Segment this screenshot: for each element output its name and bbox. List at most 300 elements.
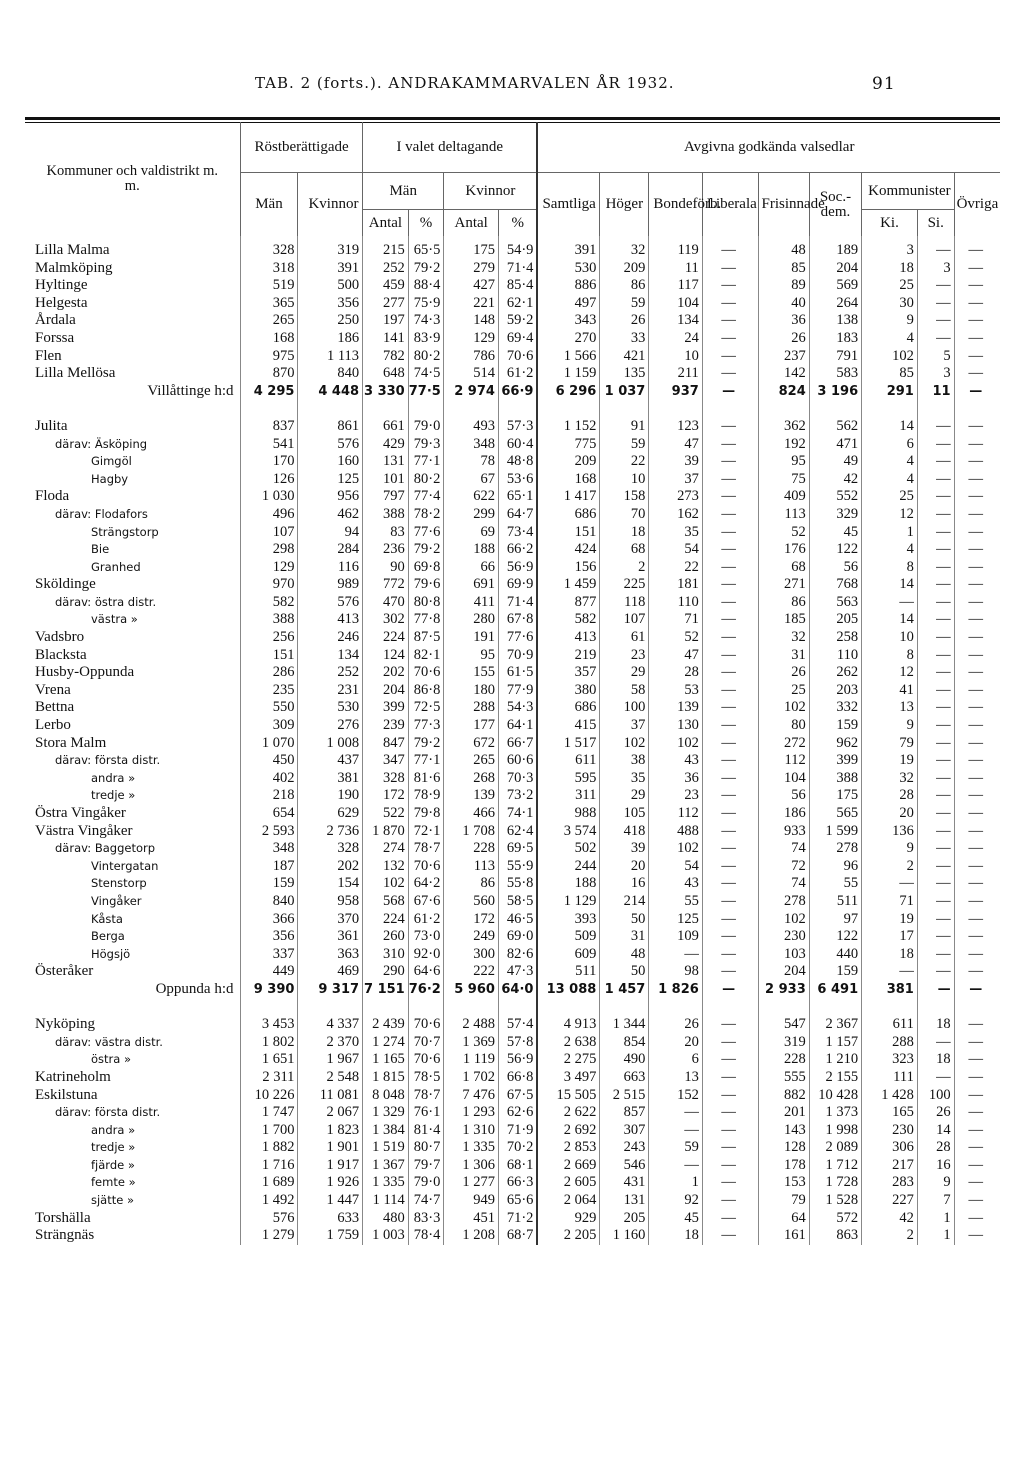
cell: 204 (809, 260, 861, 278)
cell: 186 (758, 805, 809, 823)
cell: 18 (862, 260, 918, 278)
cell: 48·8 (498, 453, 537, 471)
spacer-cell (954, 999, 1000, 1017)
cell: 209 (537, 453, 599, 471)
cell: 2 (600, 559, 649, 577)
cell: 159 (809, 717, 861, 735)
cell: 187 (240, 858, 298, 876)
cell: — (702, 312, 758, 330)
cell: 129 (240, 559, 298, 577)
cell: 6 296 (537, 383, 599, 401)
table-row (25, 647, 1000, 665)
cell: 186 (298, 330, 363, 348)
cell: — (917, 1069, 954, 1087)
cell: 116 (298, 559, 363, 577)
row-label: därav: Äsköping (55, 436, 148, 451)
cell: — (702, 524, 758, 542)
cell: 77·5 (408, 383, 444, 401)
table-row (25, 840, 1000, 858)
cell: 1 (917, 1210, 954, 1228)
cell: — (917, 576, 954, 594)
cell: 59·2 (498, 312, 537, 330)
cell: 74·5 (408, 365, 444, 383)
cell: 25 (862, 277, 918, 295)
row-label: Gimgöl (91, 454, 132, 469)
row-label: Bettna (35, 699, 75, 716)
cell: 691 (444, 576, 499, 594)
cell: — (702, 1087, 758, 1105)
cell: 1 (862, 524, 918, 542)
cell: 77·3 (408, 717, 444, 735)
cell: 388 (363, 506, 409, 524)
cell: — (917, 981, 954, 999)
cell: 3 453 (240, 1016, 298, 1034)
cell: — (702, 1051, 758, 1069)
cell: 1 165 (363, 1051, 409, 1069)
cell: 79·0 (408, 418, 444, 436)
cell: 511 (809, 893, 861, 911)
cell: 141 (363, 330, 409, 348)
cell: 250 (298, 312, 363, 330)
cell: 1 367 (363, 1157, 409, 1175)
cell: 197 (363, 312, 409, 330)
cell: — (702, 576, 758, 594)
cell: 496 (240, 506, 298, 524)
cell: 219 (537, 647, 599, 665)
cell: 78·7 (408, 1087, 444, 1105)
cell: 4 295 (240, 383, 298, 401)
cell: 35 (649, 524, 702, 542)
cell: — (702, 365, 758, 383)
cell: 70·7 (408, 1034, 444, 1052)
cell: 2 548 (298, 1069, 363, 1087)
cell: 280 (444, 611, 499, 629)
cell: 72 (758, 858, 809, 876)
cell: 9 (917, 1174, 954, 1192)
cell: 131 (600, 1192, 649, 1210)
cell: — (917, 840, 954, 858)
cell: 79·6 (408, 576, 444, 594)
cell: 2 488 (444, 1016, 499, 1034)
cell: — (917, 893, 954, 911)
cell: — (702, 1192, 758, 1210)
cell: — (954, 383, 1000, 401)
cell: 1 030 (240, 488, 298, 506)
cell: 26 (758, 330, 809, 348)
cell: 2 (862, 858, 918, 876)
cell: 14 (862, 418, 918, 436)
cell: 18 (600, 524, 649, 542)
cell: — (702, 911, 758, 929)
cell: 847 (363, 735, 409, 753)
cell: 159 (240, 875, 298, 893)
cell: 1 728 (809, 1174, 861, 1192)
cell: 148 (444, 312, 499, 330)
cell: 62·6 (498, 1104, 537, 1122)
cell: 54 (649, 858, 702, 876)
cell: 323 (862, 1051, 918, 1069)
cell: 74·7 (408, 1192, 444, 1210)
cell: 10 428 (809, 1087, 861, 1105)
cell: 2 439 (363, 1016, 409, 1034)
spacer-cell (498, 999, 537, 1017)
row-label: Katrineholm (35, 1068, 111, 1085)
table-row (25, 893, 1000, 911)
cell: 65·5 (408, 236, 444, 260)
cell: 1 070 (240, 735, 298, 753)
cell: 572 (809, 1210, 861, 1228)
table-row (25, 1087, 1000, 1105)
cell: 77·1 (408, 752, 444, 770)
cell: — (954, 963, 1000, 981)
cell: 1 967 (298, 1051, 363, 1069)
cell: 791 (809, 348, 861, 366)
cell: 1 901 (298, 1139, 363, 1157)
cell: 328 (363, 770, 409, 788)
cell: 68·1 (498, 1157, 537, 1175)
cell: 230 (758, 928, 809, 946)
cell: 29 (600, 664, 649, 682)
cell: 12 (862, 506, 918, 524)
cell: 23 (600, 647, 649, 665)
cell: — (702, 559, 758, 577)
cell: — (917, 787, 954, 805)
cell: 302 (363, 611, 409, 629)
cell: 2 605 (537, 1174, 599, 1192)
cell: 95 (758, 453, 809, 471)
cell: 929 (537, 1210, 599, 1228)
cell: — (917, 735, 954, 753)
cell: 32 (862, 770, 918, 788)
cell: 98 (649, 963, 702, 981)
cell: 343 (537, 312, 599, 330)
total-row (25, 981, 1000, 999)
spacer-cell (537, 400, 599, 418)
row-label: Lilla Malma (35, 242, 110, 258)
cell: 633 (298, 1210, 363, 1228)
cell: 274 (363, 840, 409, 858)
cell: — (954, 541, 1000, 559)
cell: — (954, 312, 1000, 330)
cell: 176 (758, 541, 809, 559)
cell: 72·1 (408, 823, 444, 841)
cell: — (954, 893, 1000, 911)
cell: 686 (537, 699, 599, 717)
cell: 4 (862, 541, 918, 559)
cell: 159 (809, 963, 861, 981)
cell: — (862, 594, 918, 612)
cell: 71 (649, 611, 702, 629)
cell: — (702, 1016, 758, 1034)
row-label: Strängstorp (91, 524, 159, 539)
cell: 119 (649, 236, 702, 260)
cell: — (702, 963, 758, 981)
cell: 582 (537, 611, 599, 629)
cell: 103 (758, 946, 809, 964)
cell: — (702, 488, 758, 506)
cell: 168 (537, 471, 599, 489)
row-label: därav: första distr. (55, 753, 161, 768)
cell: 1 152 (537, 418, 599, 436)
table-row (25, 312, 1000, 330)
cell: 68 (758, 559, 809, 577)
cell: 22 (649, 559, 702, 577)
cell: 391 (537, 236, 599, 260)
cell: — (702, 418, 758, 436)
cell: — (954, 1122, 1000, 1140)
cell: 130 (649, 717, 702, 735)
row-label: Villåttinge h:d (147, 382, 234, 399)
row-label: Hyltinge (35, 277, 88, 294)
cell: 1 492 (240, 1192, 298, 1210)
cell: 81·6 (408, 770, 444, 788)
cell: 975 (240, 348, 298, 366)
cell: 85·4 (498, 277, 537, 295)
table-row (25, 277, 1000, 295)
cell: — (954, 260, 1000, 278)
cell: 427 (444, 277, 499, 295)
cell: 74 (758, 840, 809, 858)
cell: 183 (809, 330, 861, 348)
cell: 58 (600, 682, 649, 700)
cell: 877 (537, 594, 599, 612)
cell: 170 (240, 453, 298, 471)
cell: 388 (240, 611, 298, 629)
spacer-row (25, 400, 1000, 418)
cell: 110 (649, 594, 702, 612)
cell: 113 (758, 506, 809, 524)
cell: 348 (240, 840, 298, 858)
cell: — (917, 488, 954, 506)
cell: 100 (917, 1087, 954, 1105)
cell: 20 (649, 1034, 702, 1052)
table-row (25, 770, 1000, 788)
cell: 29 (600, 787, 649, 805)
cell: 279 (444, 260, 499, 278)
cell: — (917, 236, 954, 260)
spacer-cell (298, 400, 363, 418)
cell: 69·4 (498, 330, 537, 348)
cell: 54·3 (498, 699, 537, 717)
cell: 104 (649, 295, 702, 313)
row-label: andra » (91, 1122, 136, 1137)
cell: 8 (862, 647, 918, 665)
table-row (25, 594, 1000, 612)
cell: 79·7 (408, 1157, 444, 1175)
cell: 563 (809, 594, 861, 612)
cell: 797 (363, 488, 409, 506)
cell: 1 159 (537, 365, 599, 383)
cell: 66·8 (498, 1069, 537, 1087)
cell: 45 (809, 524, 861, 542)
cell: 1 870 (363, 823, 409, 841)
cell: — (954, 647, 1000, 665)
cell: 83 (363, 524, 409, 542)
cell: 9 317 (298, 981, 363, 999)
cell: 2 367 (809, 1016, 861, 1034)
cell: 142 (758, 365, 809, 383)
table-row (25, 1192, 1000, 1210)
cell: 10 (862, 629, 918, 647)
cell: 86 (600, 277, 649, 295)
cell: 143 (758, 1122, 809, 1140)
cell: — (954, 295, 1000, 313)
row-label: Vingåker (91, 893, 142, 908)
spacer-cell (298, 999, 363, 1017)
cell: 64 (758, 1210, 809, 1228)
cell: 611 (862, 1016, 918, 1034)
cell: 290 (363, 963, 409, 981)
cell: 824 (758, 383, 809, 401)
cell: — (917, 506, 954, 524)
cell: 50 (600, 963, 649, 981)
cell: 175 (444, 236, 499, 260)
cell: 61 (600, 629, 649, 647)
cell: 1 802 (240, 1034, 298, 1052)
cell: 124 (363, 647, 409, 665)
cell: 249 (444, 928, 499, 946)
cell: 1 310 (444, 1122, 499, 1140)
spacer-cell (649, 999, 702, 1017)
cell: 202 (298, 858, 363, 876)
col-d-kvinnor-header: Kvinnor (444, 173, 538, 210)
cell: 69·9 (498, 576, 537, 594)
cell: 7 476 (444, 1087, 499, 1105)
cell: — (954, 524, 1000, 542)
cell: 155 (444, 664, 499, 682)
cell: 270 (537, 330, 599, 348)
cell: — (917, 471, 954, 489)
cell: 1 293 (444, 1104, 499, 1122)
cell: — (702, 348, 758, 366)
row-label: Årdala (35, 312, 76, 329)
cell: 2 933 (758, 981, 809, 999)
cell: 5 960 (444, 981, 499, 999)
cell: 60·4 (498, 436, 537, 454)
table-row (25, 1034, 1000, 1052)
cell: 66·2 (498, 541, 537, 559)
table-row (25, 1104, 1000, 1122)
cell: 91 (600, 418, 649, 436)
cell: 775 (537, 436, 599, 454)
cell: 97 (809, 911, 861, 929)
cell: 80·7 (408, 1139, 444, 1157)
cell: 244 (537, 858, 599, 876)
cell: 67 (444, 471, 499, 489)
cell: 310 (363, 946, 409, 964)
page-header (0, 74, 1024, 98)
cell: 129 (444, 330, 499, 348)
cell: — (917, 875, 954, 893)
cell: 102 (758, 699, 809, 717)
cell: 55·9 (498, 858, 537, 876)
cell: 138 (809, 312, 861, 330)
col-avgivna-header: Avgivna godkända valsedlar (537, 122, 1000, 173)
cell: 1 329 (363, 1104, 409, 1122)
cell: 132 (363, 858, 409, 876)
cell: 81·4 (408, 1122, 444, 1140)
cell: — (917, 312, 954, 330)
cell: 622 (444, 488, 499, 506)
cell: 17 (862, 928, 918, 946)
spacer-cell (809, 999, 861, 1017)
cell: — (702, 699, 758, 717)
cell: 1 759 (298, 1227, 363, 1245)
cell: 840 (298, 365, 363, 383)
row-label: Österåker (35, 963, 94, 980)
cell: 1 882 (240, 1139, 298, 1157)
cell: — (954, 506, 1000, 524)
cell: 391 (298, 260, 363, 278)
cell: 1 (917, 1227, 954, 1245)
cell: 39 (649, 453, 702, 471)
table-row (25, 664, 1000, 682)
row-label: Malmköping (35, 259, 113, 276)
cell: 663 (600, 1069, 649, 1087)
cell: 328 (240, 236, 298, 260)
cell: 26 (649, 1016, 702, 1034)
cell: 102 (649, 735, 702, 753)
cell: 151 (537, 524, 599, 542)
col-ovriga-header: Övriga (954, 173, 1000, 237)
cell: 861 (298, 418, 363, 436)
cell: 1 037 (600, 383, 649, 401)
cell: 77·6 (498, 629, 537, 647)
cell: 175 (809, 787, 861, 805)
cell: 882 (758, 1087, 809, 1105)
cell: 26 (758, 664, 809, 682)
table-row (25, 1210, 1000, 1228)
cell: 71 (862, 893, 918, 911)
cell: 541 (240, 436, 298, 454)
cell: 134 (298, 647, 363, 665)
cell: 300 (444, 946, 499, 964)
cell: 1 517 (537, 735, 599, 753)
cell: 2 311 (240, 1069, 298, 1087)
cell: — (954, 1016, 1000, 1034)
cell: — (954, 1174, 1000, 1192)
cell: 19 (862, 752, 918, 770)
cell: — (862, 963, 918, 981)
cell: — (917, 946, 954, 964)
cell: 70·2 (498, 1139, 537, 1157)
table-row (25, 682, 1000, 700)
cell: 224 (363, 629, 409, 647)
row-label: Hagby (91, 471, 129, 486)
spacer-cell (600, 999, 649, 1017)
cell: 77·1 (408, 453, 444, 471)
row-label: Oppunda h:d (155, 980, 234, 997)
cell: — (702, 664, 758, 682)
spacer-cell (408, 999, 444, 1017)
cell: 160 (298, 453, 363, 471)
cell: — (702, 471, 758, 489)
table-row (25, 453, 1000, 471)
row-label: Nyköping (35, 1016, 95, 1033)
cell: — (954, 735, 1000, 753)
cell: 185 (758, 611, 809, 629)
cell: 122 (809, 928, 861, 946)
row-label: Sköldinge (35, 576, 96, 593)
cell: 86 (444, 875, 499, 893)
cell: — (702, 236, 758, 260)
cell: — (862, 875, 918, 893)
cell: 152 (649, 1087, 702, 1105)
cell: 56 (758, 787, 809, 805)
cell: 319 (298, 236, 363, 260)
cell: 49 (809, 453, 861, 471)
cell: 1 274 (363, 1034, 409, 1052)
